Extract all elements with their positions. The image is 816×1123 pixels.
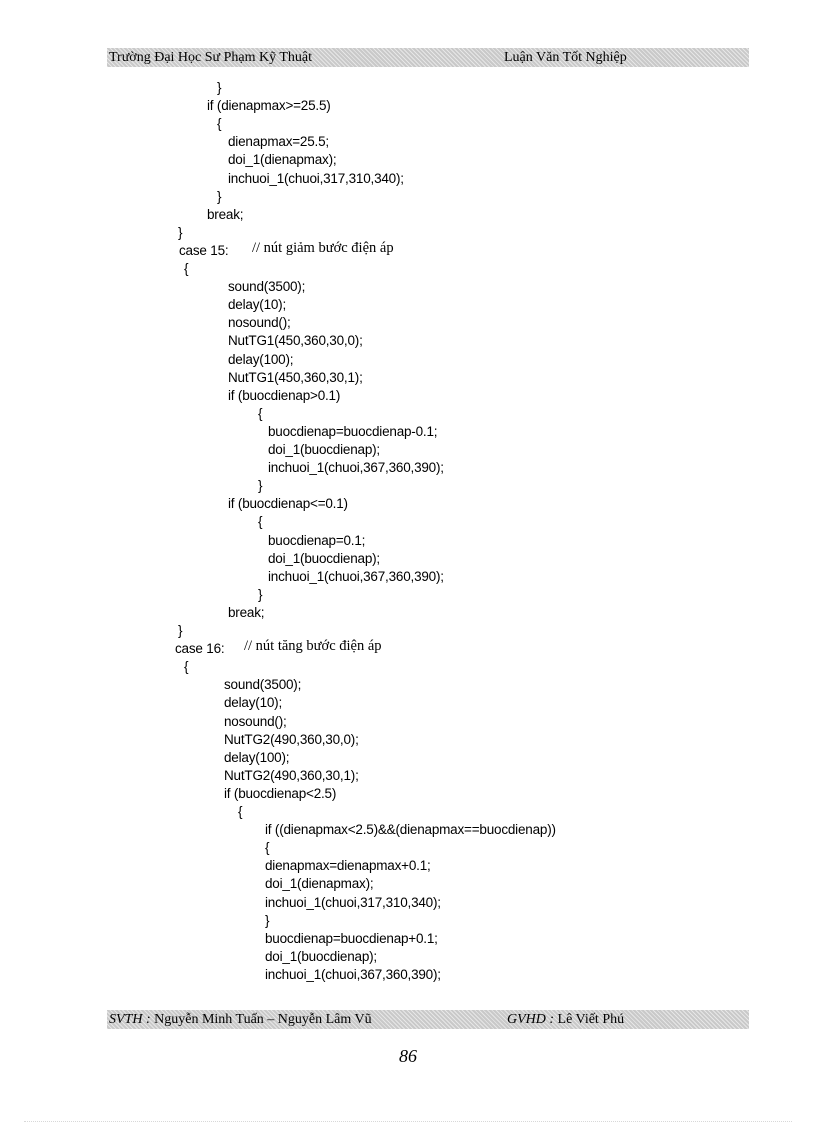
footer-gvhd-name: Lê Viết Phú (554, 1012, 625, 1027)
code-line (238, 803, 242, 821)
code-text: case 16: (175, 641, 225, 657)
code-text: if ((dienapmax<2.5)&&(dienapmax==buocdienap)) (265, 822, 556, 838)
code-text: } (258, 478, 263, 494)
code-text: } (178, 224, 183, 240)
code-line (265, 966, 441, 984)
code-text: delay(10); (224, 695, 283, 711)
code-line (268, 459, 444, 477)
code-text: delay(100); (228, 351, 294, 367)
code-line (228, 314, 291, 332)
code-text: { (184, 659, 189, 675)
code-line (228, 151, 336, 169)
code-text: break; (207, 206, 244, 222)
code-text: buocdienap=0.1; (268, 532, 366, 548)
code-line (258, 405, 262, 423)
code-text: } (217, 80, 222, 95)
code-line (179, 239, 394, 260)
code-text: if (buocdienap>0.1) (228, 387, 341, 403)
page-footer (107, 1010, 749, 1029)
code-text: dienapmax=25.5; (228, 134, 329, 150)
code-text: delay(10); (228, 297, 287, 313)
code-text: break; (228, 604, 265, 620)
code-text: sound(3500); (228, 279, 306, 295)
code-line (265, 948, 377, 966)
code-text: inchuoi_1(chuoi,367,360,390); (268, 568, 444, 584)
code-text: buocdienap=buocdienap+0.1; (265, 930, 438, 946)
code-text: NutTG1(450,360,30,0); (228, 333, 363, 349)
code-line (224, 694, 282, 712)
code-text: { (258, 514, 263, 530)
code-text: doi_1(buocdienap); (265, 948, 377, 964)
code-text: case 15: (179, 242, 229, 258)
footer-svth-label: SVTH : (109, 1012, 151, 1027)
bottom-divider (24, 1121, 792, 1122)
code-line (265, 857, 431, 875)
code-line (268, 532, 365, 550)
code-text: inchuoi_1(chuoi,367,360,390); (268, 460, 444, 476)
code-line (268, 568, 444, 586)
code-text: inchuoi_1(chuoi,317,310,340); (228, 170, 404, 186)
code-line (178, 224, 182, 242)
code-line (268, 441, 380, 459)
code-text: if (buocdienap<2.5) (224, 785, 337, 801)
code-text: nosound(); (228, 315, 291, 331)
code-text: { (217, 116, 222, 132)
code-line (228, 278, 305, 296)
code-line (228, 133, 329, 151)
code-text: } (217, 188, 222, 204)
code-line (258, 477, 262, 495)
code-line (224, 676, 301, 694)
code-line (228, 170, 404, 188)
code-text: doi_1(buocdienap); (268, 550, 380, 566)
code-text: doi_1(buocdienap); (268, 442, 380, 457)
code-line (207, 97, 331, 115)
footer-svth-names: Nguyễn Minh Tuấn – Nguyễn Lâm Vũ (150, 1012, 372, 1027)
code-line (217, 188, 221, 206)
code-text: { (265, 840, 270, 856)
code-text: inchuoi_1(chuoi,367,360,390); (265, 966, 441, 982)
code-line (258, 513, 262, 531)
code-text: NutTG1(450,360,30,1); (228, 369, 363, 385)
header-title: Luận Văn Tốt Nghiệp (504, 50, 627, 65)
code-line (268, 550, 380, 568)
code-text: nosound(); (224, 713, 287, 729)
code-line (228, 296, 286, 314)
code-text: if (dienapmax>=25.5) (207, 98, 331, 114)
page-header (107, 48, 749, 67)
code-line (228, 387, 340, 405)
code-line (265, 894, 441, 912)
code-line (184, 260, 188, 278)
header-school: Trường Đại Học Sư Phạm Kỹ Thuật (109, 50, 313, 65)
code-line (265, 930, 438, 948)
code-line (228, 351, 293, 369)
code-line (178, 622, 182, 640)
code-text: dienapmax=dienapmax+0.1; (265, 858, 431, 874)
code-line (228, 332, 363, 350)
code-text: } (258, 586, 263, 602)
code-line (217, 115, 221, 133)
code-line (265, 912, 269, 930)
code-text: delay(100); (224, 749, 290, 765)
code-line (265, 839, 269, 857)
code-line (217, 79, 221, 97)
code-line (184, 658, 188, 676)
code-line (224, 749, 289, 767)
code-line (265, 821, 556, 839)
code-text: } (178, 623, 183, 638)
code-line (175, 638, 382, 658)
code-comment: // nút tăng bước điện áp (244, 638, 382, 655)
code-text: { (184, 261, 189, 276)
code-line (207, 206, 243, 224)
code-text: inchuoi_1(chuoi,317,310,340); (265, 894, 441, 910)
code-text: buocdienap=buocdienap-0.1; (268, 423, 438, 439)
footer-gvhd-label: GVHD : (507, 1012, 555, 1027)
page-number: 86 (399, 1046, 417, 1066)
code-text: sound(3500); (224, 677, 302, 693)
code-text: { (238, 804, 243, 819)
code-text: { (258, 405, 263, 421)
code-line (224, 785, 336, 803)
code-text: if (buocdienap<=0.1) (228, 496, 348, 512)
code-line (224, 731, 359, 749)
code-line (258, 586, 262, 604)
code-comment: // nút giảm bước điện áp (252, 239, 394, 256)
code-text: } (265, 912, 270, 928)
code-line (228, 495, 348, 513)
code-line (228, 369, 363, 387)
code-line (224, 767, 359, 785)
code-text: doi_1(dienapmax); (265, 876, 374, 892)
code-line (228, 604, 264, 622)
code-text: NutTG2(490,360,30,0); (224, 731, 359, 747)
code-text: doi_1(dienapmax); (228, 152, 337, 168)
code-line (224, 713, 287, 731)
code-line (268, 423, 437, 441)
code-line (265, 875, 373, 893)
code-text: NutTG2(490,360,30,1); (224, 767, 359, 783)
